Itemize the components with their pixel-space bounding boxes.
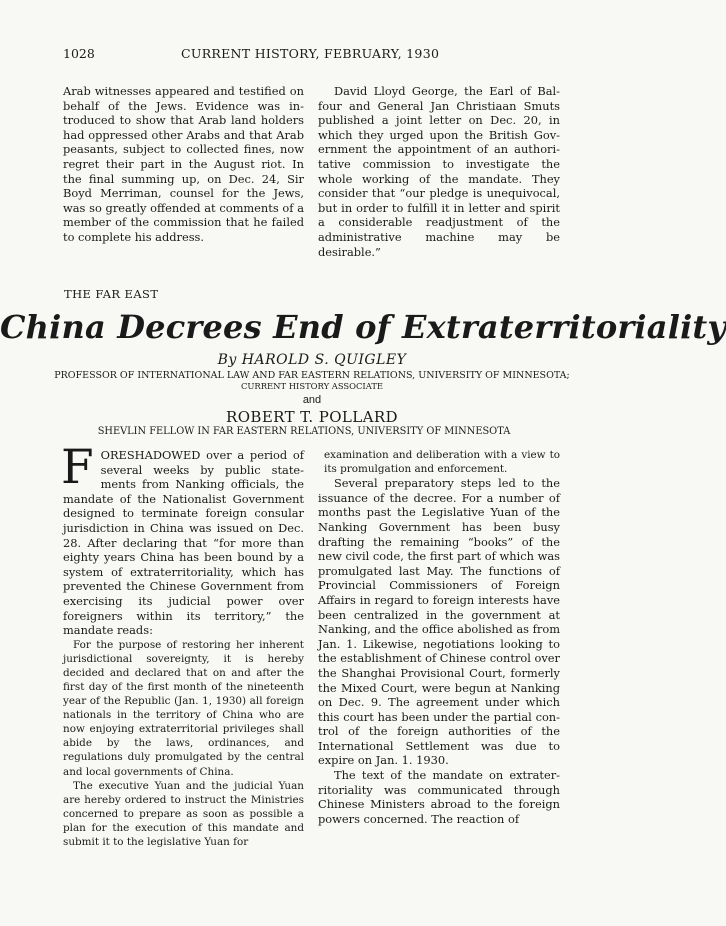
author-affiliation-1-continued: CURRENT HISTORY ASSOCIATE (240, 381, 384, 391)
article-headline: China Decrees End of Extraterritoriality (0, 308, 726, 346)
mandate-quotation (63, 638, 304, 849)
quote-paragraph: For the purpose of restoring her inherent jurisdictional sovereignty, it is hereby decided and declared that on and after the first day of the first month of the nineteenth year of the Republic (Jan. 1, 1930) all foreign nationals in the territory of China who are now enjoying extraterritorial privileges shall abide by the laws, ordinances, and regulations duly promulgated by the central and local governments of China. (63, 638, 304, 778)
lead-text: ORESHADOWED over a period of several weeks by public statements from Nanking officials, the mandate of the Nationalist Government designed to terminate foreign consular jurisdiction in China was issued on Dec. 28. After declaring that “for more than eighty years China has been bound by a system of extraterritoriality, which has prevented the Chinese Government from exercising its judicial power over foreigners within its territory,” the mandate reads: (63, 448, 304, 638)
quote-paragraph-continued: examination and deliberation with a view to its promulgation and enforcement. (324, 449, 560, 476)
author-byline-2: ROBERT T. POLLARD (226, 408, 398, 426)
author-affiliation-2: SHEVLIN FELLOW IN FAR EASTERN RELATIONS, UNIVERSITY OF MINNESOTA (97, 426, 511, 437)
article-paragraph: Several preparatory steps led to the issuance of the decree. For a number of months past the Legislative Yuan of the Nanking Government has been busy drafting the remaining “books” of the new civil code, the first part of which was promulgated last May. The functions of Provincial Commissioners of Foreign Affairs in regard to foreign interests have been centralized in the government at Nanking, and the office abolished as from Jan. 1. Likewise, negotiations looking to the establishment of Chinese control over the Shanghai Provisional Court, formerly the Mixed Court, were begun at Nanking on Dec. 9. The agreement under which this court has been under the partial control of the foreign authorities of the International Settlement was due to expire on Jan. 1. 1930. (318, 476, 560, 768)
quote-paragraph: The executive Yuan and the judicial Yuan are hereby ordered to instruct the Ministries concerned to prepare as soon as possible a plan for the execution of this mandate and submit it to the legislative Yuan for (63, 779, 304, 849)
publication-title: CURRENT HISTORY, FEBRUARY, 1930 (181, 46, 440, 61)
previous-article-left-column (63, 84, 304, 245)
author-byline-1: By HAROLD S. QUIGLEY (217, 352, 407, 368)
article-left-column (61, 440, 304, 849)
previous-article-paragraph: David Lloyd George, the Earl of Balfour and General Jan Christiaan Smuts published a joint letter on Dec. 20, in which they urged upon the British Government the appointment of an authoritative commission to investigate the whole working of the mandate. They consider that “our pledge is unequivocal, but in order to fulfill it in letter and spirit a considerable readjustment of the administrative machine may be desirable.” (318, 84, 560, 259)
article-right-column (318, 448, 560, 826)
article-lead-paragraph (61, 440, 304, 638)
section-label: THE FAR EAST (64, 287, 159, 301)
author-affiliation-1: PROFESSOR OF INTERNATIONAL LAW AND FAR EASTERN RELATIONS, UNIVERSITY OF MINNESOTA; (54, 370, 570, 381)
page-number: 1028 (63, 46, 95, 61)
previous-article-right-column (318, 84, 560, 259)
article-paragraph: The text of the mandate on extraterritoriality was communicated through Chinese Ministers abroad to the foreign powers concerned. The reaction of (318, 768, 560, 826)
previous-article-paragraph: Arab witnesses appeared and testified on behalf of the Jews. Evidence was introduced to show that Arab land holders had oppressed other Arabs and that Arab peasants, subject to collected fines, now regret their part in the August riot. In the final summing up, on Dec. 24, Sir Boyd Merriman, counsel for the Jews, was so greatly offended at comments of a member of the commission that he failed to complete his address. (63, 84, 304, 244)
running-head (63, 46, 559, 64)
byline-conjunction: and (302, 394, 322, 406)
drop-cap: F (61, 440, 94, 495)
